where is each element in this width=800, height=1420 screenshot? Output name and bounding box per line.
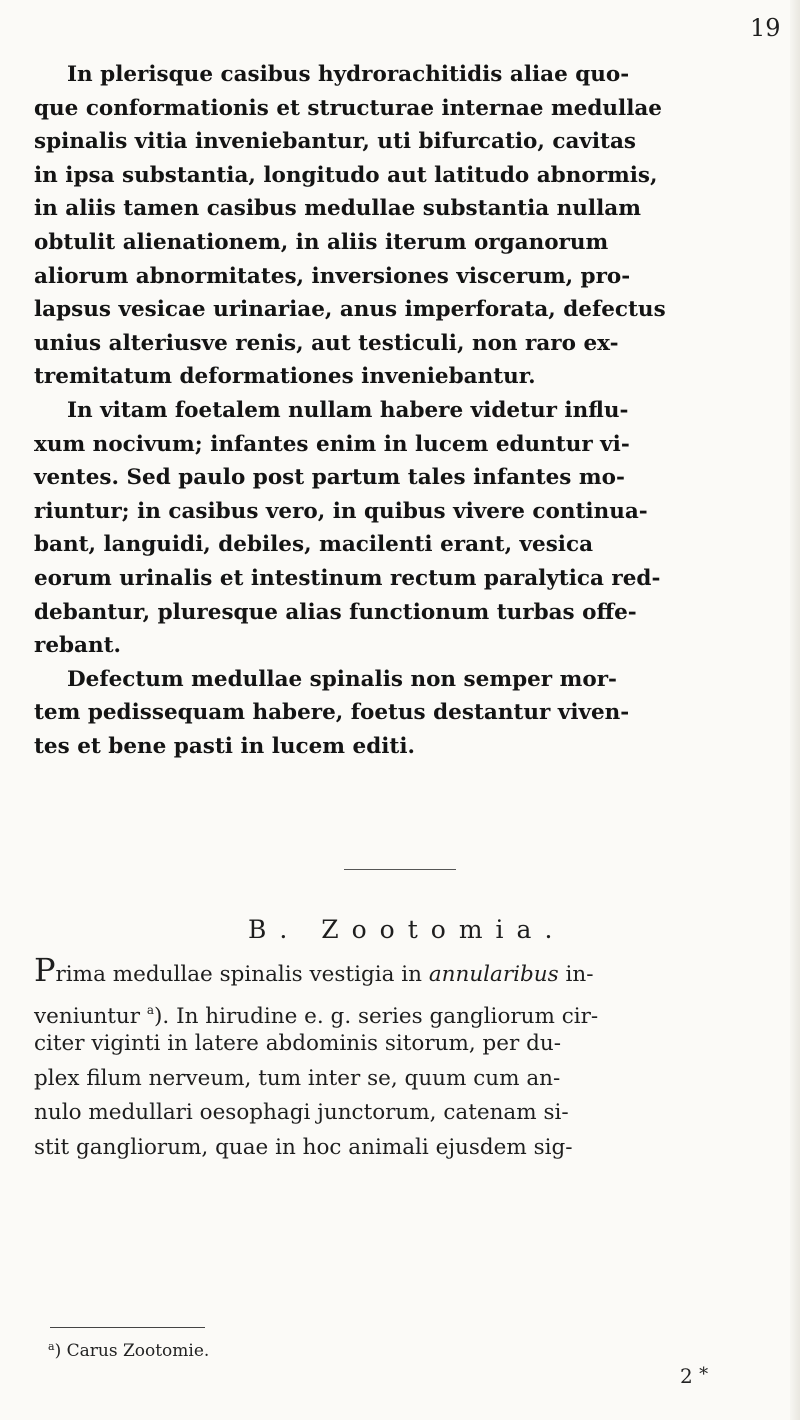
text-line: tem pedissequam habere, foetus destantur viven- — [34, 700, 630, 726]
printer-signature — [680, 1364, 708, 1388]
footnote-reference: a — [146, 1002, 155, 1017]
section-first-line — [34, 951, 766, 993]
text-line: stit gangliorum, quae in hoc animali ejusdem sig- — [34, 1134, 573, 1160]
text-line: eorum urinalis et intestinum rectum paralytica red- — [34, 565, 661, 591]
asterisk-icon: * — [699, 1364, 709, 1385]
text-line: in aliis tamen casibus medullae substantia nullam — [34, 196, 641, 222]
second-line-start: veniuntur — [34, 1003, 147, 1029]
text-line: debantur, pluresque alias functionum turbas offe- — [34, 599, 637, 625]
text-line: rebant. — [34, 633, 122, 659]
section-second-line — [34, 993, 766, 1028]
initial-letter: P — [34, 951, 56, 989]
footnote-rule — [50, 1327, 205, 1328]
section-divider — [344, 869, 456, 870]
italic-term: annularibus — [428, 962, 559, 987]
text-line: tremitatum deformationes inveniebantur. — [34, 364, 536, 390]
text-line: riuntur; in casibus vero, in quibus vivere continua- — [34, 498, 648, 524]
text-line: citer viginti in latere abdominis sitorum, per du- — [34, 1031, 561, 1056]
text-line: tes et bene pasti in lucem editi. — [34, 733, 416, 759]
page-edge-shadow — [790, 0, 800, 1420]
text-line: plex filum nerveum, tum inter se, quum cum an- — [34, 1065, 561, 1091]
page-number: 19 — [750, 14, 781, 42]
section-text-block — [34, 951, 766, 1165]
text-line: ventes. Sed paulo post partum tales infantes mo- — [34, 465, 625, 491]
section-heading: B. Zootomia. — [248, 915, 566, 944]
signature-number: 2 — [680, 1364, 693, 1388]
text-line: bant, languidi, debiles, macilenti erant, vesica — [34, 532, 593, 558]
text-line: In plerisque casibus hydrorachitidis aliae quo- — [67, 62, 630, 87]
footnote-mark: a — [48, 1340, 55, 1353]
text-line: In vitam foetalem nullam habere videtur influ- — [67, 397, 629, 423]
text-line: obtulit alienationem, in aliis iterum organorum — [34, 229, 609, 255]
text-line: nulo medullari oesophagi junctorum, catenam si- — [34, 1100, 569, 1125]
footnote-text: ) Carus Zootomie. — [54, 1341, 210, 1361]
text-line: in ipsa substantia, longitudo aut latitudo abnormis, — [34, 162, 658, 188]
main-text-block — [34, 58, 766, 763]
text-line: xum nocivum; infantes enim in lucem eduntur vi- — [34, 431, 630, 457]
text-line: spinalis vitia inveniebantur, uti bifurcatio, cavitas — [34, 129, 637, 155]
first-line-text: rima medullae spinalis vestigia in — [55, 962, 429, 987]
text-line: unius alteriusve renis, aut testiculi, non raro ex- — [34, 330, 619, 356]
text-line: que conformationis et structurae internae medullae — [34, 95, 662, 121]
text-line: Defectum medullae spinalis non semper mor- — [67, 666, 617, 692]
second-line-end: ). In hirudine e. g. series gangliorum cir- — [154, 1003, 599, 1029]
text-line: aliorum abnormitates, inversiones viscerum, pro- — [34, 263, 631, 289]
footnote — [48, 1340, 209, 1361]
text-line: lapsus vesicae urinariae, anus imperforata, defectus — [34, 297, 666, 323]
first-line-end: in- — [558, 962, 594, 987]
